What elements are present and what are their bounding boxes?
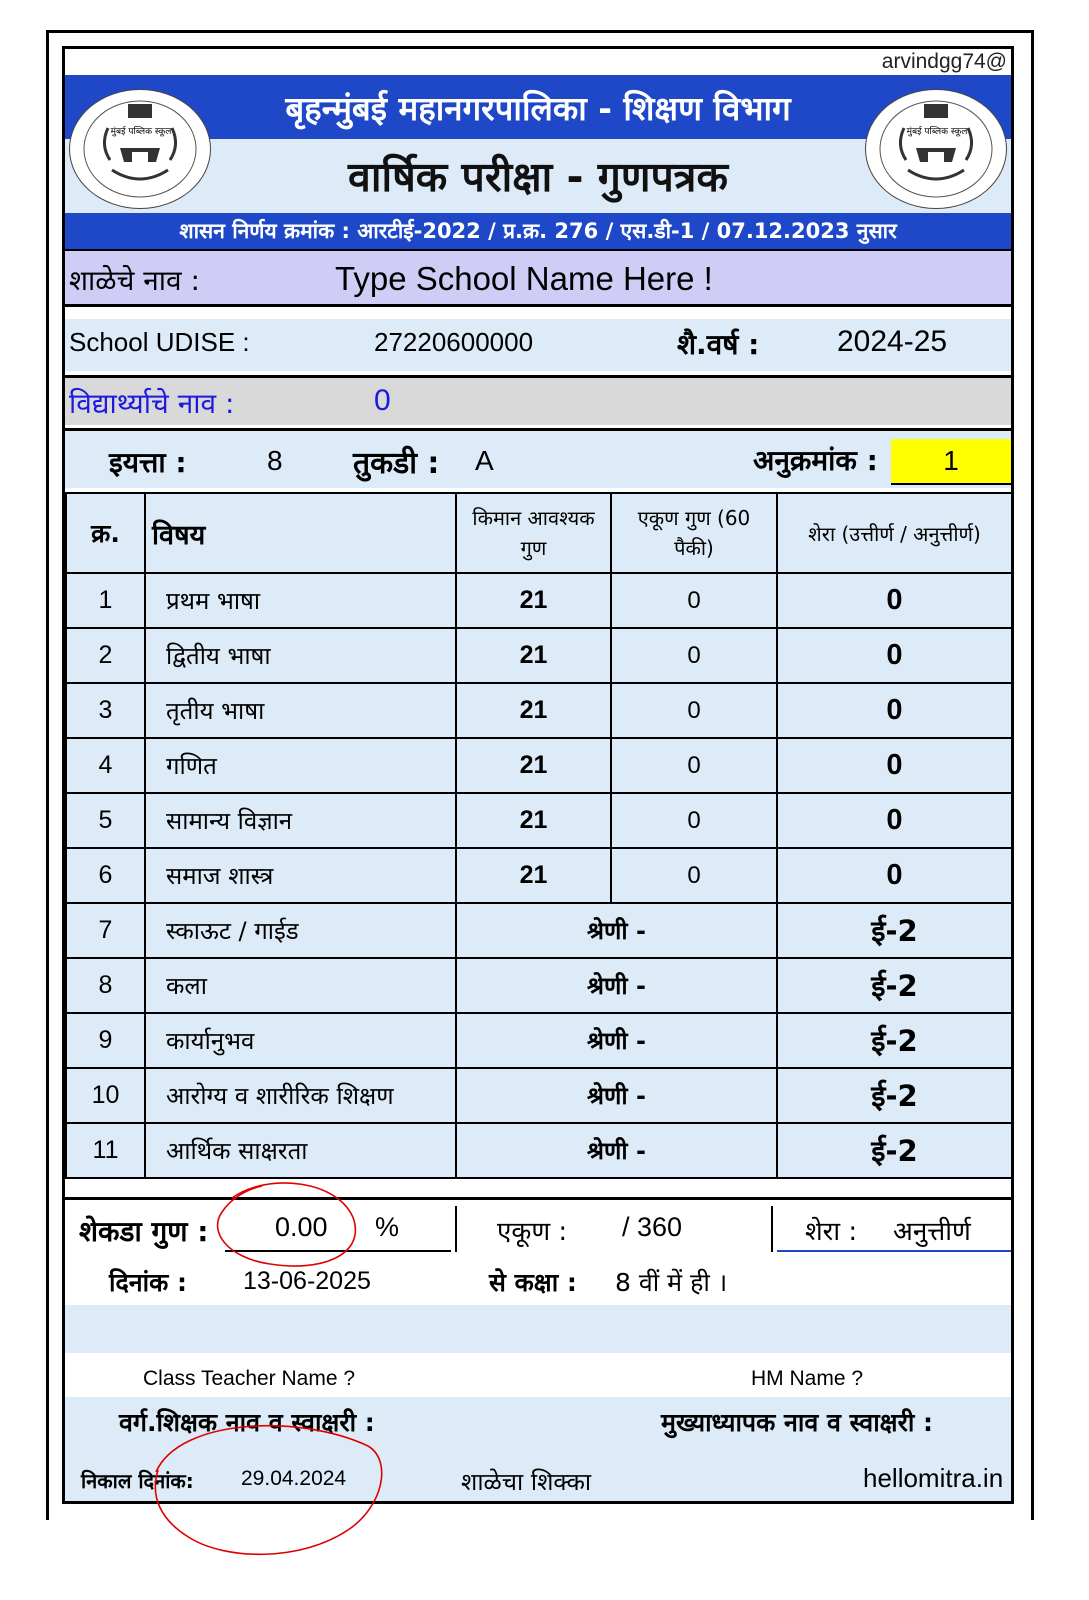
row-grade-label: श्रेणी -	[587, 917, 646, 945]
academic-year-label: शै.वर्ष :	[677, 328, 760, 361]
row-sr: 3	[98, 696, 113, 724]
school-name-label: शाळेचे नाव :	[69, 264, 200, 297]
row-grade-label: श्रेणी -	[587, 1137, 646, 1165]
row-remark: 0	[886, 859, 903, 891]
hm-sign-label: मुख्याध्यापक नाव व स्वाक्षरी :	[661, 1408, 934, 1437]
row-min-marks: 21	[519, 586, 548, 614]
date-label: दिनांक :	[109, 1268, 188, 1297]
watermark-text: arvindgg74@	[881, 50, 1007, 73]
student-name-value: 0	[374, 384, 391, 417]
row-subject: गणित	[166, 752, 217, 780]
header-subject: विषय	[152, 519, 206, 551]
row-sr: 10	[91, 1081, 120, 1109]
row-marks: 0	[687, 696, 701, 724]
total-label: एकूण :	[497, 1217, 568, 1247]
header-sr: क्र.	[91, 519, 120, 548]
row-remark: ई-2	[871, 1079, 918, 1113]
gr-line: शासन निर्णय क्रमांक : आरटीई-2022 / प्र.क्र. 276 / एस.डी-1 / 07.12.2023 नुसार	[179, 219, 897, 243]
class-teacher-name: Class Teacher Name ?	[143, 1367, 356, 1390]
row-grade-label: श्रेणी -	[587, 972, 646, 1000]
udise-value: 27220600000	[374, 327, 534, 357]
row-subject: कला	[166, 972, 207, 1000]
result-date-annotation-circle	[155, 1426, 381, 1555]
row-marks: 0	[687, 806, 701, 834]
percent-annotation-circle	[218, 1183, 356, 1266]
header-min-marks: किमान आवश्यक गुण	[472, 506, 595, 560]
result-date-label: निकाल दिनांक:	[81, 1469, 194, 1493]
roll-label: अनुक्रमांक :	[753, 444, 878, 477]
row-min-marks: 21	[519, 806, 548, 834]
row-marks: 0	[687, 586, 701, 614]
row-remark: ई-2	[871, 1024, 918, 1058]
row-sr: 2	[98, 641, 113, 669]
row-min-marks: 21	[519, 751, 548, 779]
udise-label: School UDISE :	[69, 327, 250, 357]
promote-value: 8 वीं में ही ।	[615, 1268, 728, 1297]
row-marks: 0	[687, 641, 701, 669]
row-remark: ई-2	[871, 914, 918, 948]
row-subject: सामान्य विज्ञान	[166, 807, 293, 835]
seal-text-left: मुंबई पब्लिक स्कूल	[110, 127, 172, 137]
website: hellomitra.in	[863, 1463, 1004, 1493]
row-sr: 9	[98, 1026, 113, 1054]
row-min-marks: 21	[519, 696, 548, 724]
total-value: / 360	[622, 1212, 683, 1242]
summary-remark-label: शेरा :	[805, 1217, 858, 1247]
date-value: 13-06-2025	[243, 1267, 371, 1295]
row-subject: तृतीय भाषा	[166, 697, 265, 725]
class-value: 8	[267, 445, 283, 476]
result-date-value: 29.04.2024	[241, 1467, 347, 1490]
hm-name: HM Name ?	[751, 1367, 864, 1390]
student-name-label: विद्यार्थ्याचे नाव :	[69, 387, 235, 420]
promote-label: से कक्षा :	[489, 1268, 577, 1297]
row-sr: 6	[98, 861, 113, 889]
row-subject: कार्यानुभव	[166, 1027, 255, 1055]
row-subject: समाज शास्त्र	[166, 862, 274, 890]
row-marks: 0	[687, 751, 701, 779]
row-remark: 0	[886, 804, 903, 836]
row-sr: 1	[98, 586, 113, 614]
org-title: बृहन्मुंबई महानगरपालिका - शिक्षण विभाग	[285, 88, 791, 128]
class-teacher-sign-label: वर्ग.शिक्षक नाव व स्वाक्षरी :	[119, 1408, 375, 1437]
academic-year-value: 2024-25	[837, 325, 948, 358]
seal-text-right: मुंबई पब्लिक स्कूल	[906, 127, 968, 137]
roll-value: 1	[891, 439, 1011, 485]
row-marks: 0	[687, 861, 701, 889]
row-remark: ई-2	[871, 1134, 918, 1168]
percent-sign: %	[375, 1212, 400, 1242]
row-sr: 8	[98, 971, 113, 999]
row-subject: द्वितीय भाषा	[166, 642, 271, 670]
class-label: इयत्ता :	[109, 446, 187, 479]
division-value: A	[475, 445, 494, 476]
summary-remark-value: अनुत्तीर्ण	[893, 1217, 971, 1247]
row-subject: आरोग्य व शारीरिक शिक्षण	[166, 1082, 394, 1110]
school-stamp-label: शाळेचा शिक्का	[461, 1468, 592, 1496]
row-subject: आर्थिक साक्षरता	[166, 1137, 308, 1165]
percent-label: शेकडा गुण :	[79, 1215, 209, 1248]
row-subject: प्रथम भाषा	[166, 587, 261, 615]
division-label: तुकडी :	[353, 446, 440, 481]
row-sr: 4	[98, 751, 113, 779]
row-remark: 0	[886, 639, 903, 671]
school-name-value: Type School Name Here !	[335, 260, 713, 297]
row-remark: 0	[886, 584, 903, 616]
header-total-marks: एकूण गुण (60 पैकी)	[637, 506, 751, 560]
row-remark: 0	[886, 694, 903, 726]
row-sr: 5	[98, 806, 113, 834]
row-grade-label: श्रेणी -	[587, 1082, 646, 1110]
doc-title: वार्षिक परीक्षा - गुणपत्रक	[348, 153, 728, 201]
row-remark: ई-2	[871, 969, 918, 1003]
row-remark: 0	[886, 749, 903, 781]
row-min-marks: 21	[519, 861, 548, 889]
row-sr: 11	[92, 1136, 119, 1164]
row-min-marks: 21	[519, 641, 548, 669]
row-grade-label: श्रेणी -	[587, 1027, 646, 1055]
header-remark: शेरा (उत्तीर्ण / अनुत्तीर्ण)	[808, 521, 981, 546]
row-subject: स्काऊट / गाईड	[166, 917, 299, 945]
percent-value: 0.00	[275, 1212, 328, 1242]
row-sr: 7	[98, 916, 113, 944]
